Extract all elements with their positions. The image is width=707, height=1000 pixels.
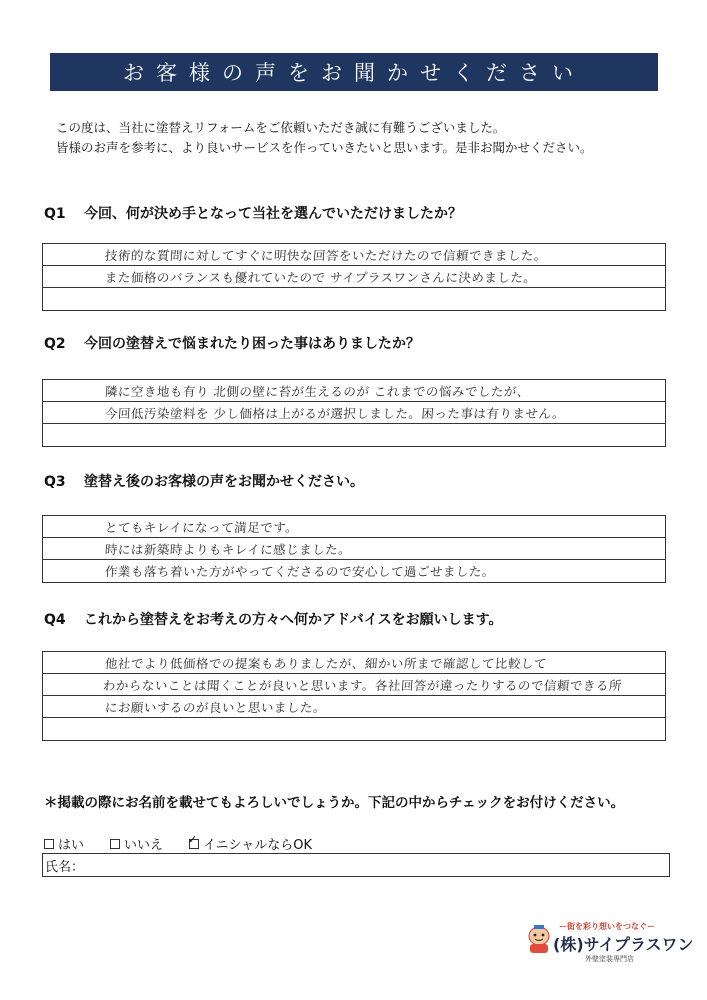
question-number: Q2	[44, 336, 66, 352]
name-field[interactable]	[42, 853, 670, 877]
answer-line[interactable]	[43, 696, 665, 718]
question-text: 今回、何が決め手となって当社を選んでいただけましたか？	[84, 206, 462, 222]
answer-line[interactable]	[43, 516, 665, 538]
answer-line[interactable]	[43, 402, 665, 424]
answer-line[interactable]	[43, 674, 665, 696]
answer-line[interactable]	[43, 424, 665, 446]
logo-tagline: ー街を彩り想いをつなぐー	[559, 922, 655, 931]
answer-line[interactable]	[43, 538, 665, 560]
answer-text: とてもキレイになって満足です。	[104, 520, 299, 535]
answer-text: 今回低汚染塗料を 少し価格は上がるが選択しました。困った事は有りません。	[104, 406, 566, 421]
answer-text: 時には新築時よりもキレイに感じました。	[104, 542, 352, 557]
logo-company-name: (株)サイプラスワン	[553, 935, 694, 954]
answer-text: 技術的な質問に対してすぐに明快な回答をいただけたので信頼できました。	[104, 248, 548, 263]
answer-text: にお願いするのが良いと思いました。	[104, 700, 327, 715]
answer-text: 隣に空き地も有り 北側の壁に苔が生えるのが これまでの悩みでしたが、	[104, 384, 531, 399]
answer-line[interactable]	[43, 560, 665, 582]
question-text: 今回の塗替えで悩まれたり困った事はありましたか？	[84, 336, 420, 352]
answer-text: また価格のバランスも優れていたので サイプラスワンさんに決めました。	[104, 270, 537, 285]
option-initials[interactable]	[189, 834, 312, 853]
answer-line[interactable]	[43, 288, 665, 310]
answer-text: 他社でより低価格での提案もありましたが、細かい所まで確認して比較して	[104, 656, 548, 671]
option-no[interactable]	[110, 834, 163, 853]
answer-box-2	[42, 379, 666, 447]
company-logo	[525, 921, 694, 971]
option-label: イニシャルならOK	[203, 838, 313, 853]
checked-checkbox-icon[interactable]	[189, 839, 199, 849]
option-label: はい	[58, 838, 85, 853]
option-yes[interactable]	[44, 834, 84, 853]
question-text: これから塗替えをお考えの方々へ何かアドバイスをお願いします。	[84, 612, 503, 628]
question-2	[44, 333, 420, 353]
option-label: いいえ	[124, 838, 164, 853]
name-label: 氏名：	[45, 859, 85, 875]
answer-box-4	[42, 651, 666, 741]
question-4	[44, 609, 502, 629]
answer-box-3	[42, 515, 666, 583]
answer-text: わからないことは聞くことが良いと思います。各社回答が違ったりするので信頼できる所	[102, 678, 623, 693]
answer-line[interactable]	[43, 718, 665, 740]
intro-line: 皆様のお声を参考に、より良いサービスを作っていきたいと思います。是非お聞かせください。	[56, 140, 593, 155]
question-number: Q1	[44, 206, 66, 222]
intro-line: この度は、当社に塗替えリフォームをご依頼いただき誠に有難うございました。	[56, 120, 506, 135]
question-text: 塗替え後のお客様の声をお聞かせください。	[84, 474, 364, 490]
question-number: Q3	[44, 474, 66, 490]
answer-line[interactable]	[43, 244, 665, 266]
answer-box-1	[42, 243, 666, 311]
question-1	[44, 203, 462, 223]
question-number: Q4	[44, 612, 66, 628]
page-title: お客様の声をお聞かせください	[50, 53, 658, 91]
answer-line[interactable]	[43, 380, 665, 402]
answer-line[interactable]	[43, 266, 665, 288]
mascot-icon	[525, 925, 553, 955]
checkbox-icon[interactable]	[110, 839, 120, 849]
publish-options	[44, 834, 312, 853]
intro-text	[56, 118, 593, 158]
logo-subtitle: 外壁塗装専門店	[585, 955, 634, 963]
question-3	[44, 471, 364, 491]
answer-line[interactable]	[43, 652, 665, 674]
publish-question: ＊掲載の際にお名前を載せてもよろしいでしょうか。下記の中からチェックをお付けください。	[44, 795, 625, 811]
checkbox-icon[interactable]	[44, 839, 54, 849]
answer-text: 作業も落ち着いた方がやってくださるので安心して過ごせました。	[104, 564, 496, 579]
